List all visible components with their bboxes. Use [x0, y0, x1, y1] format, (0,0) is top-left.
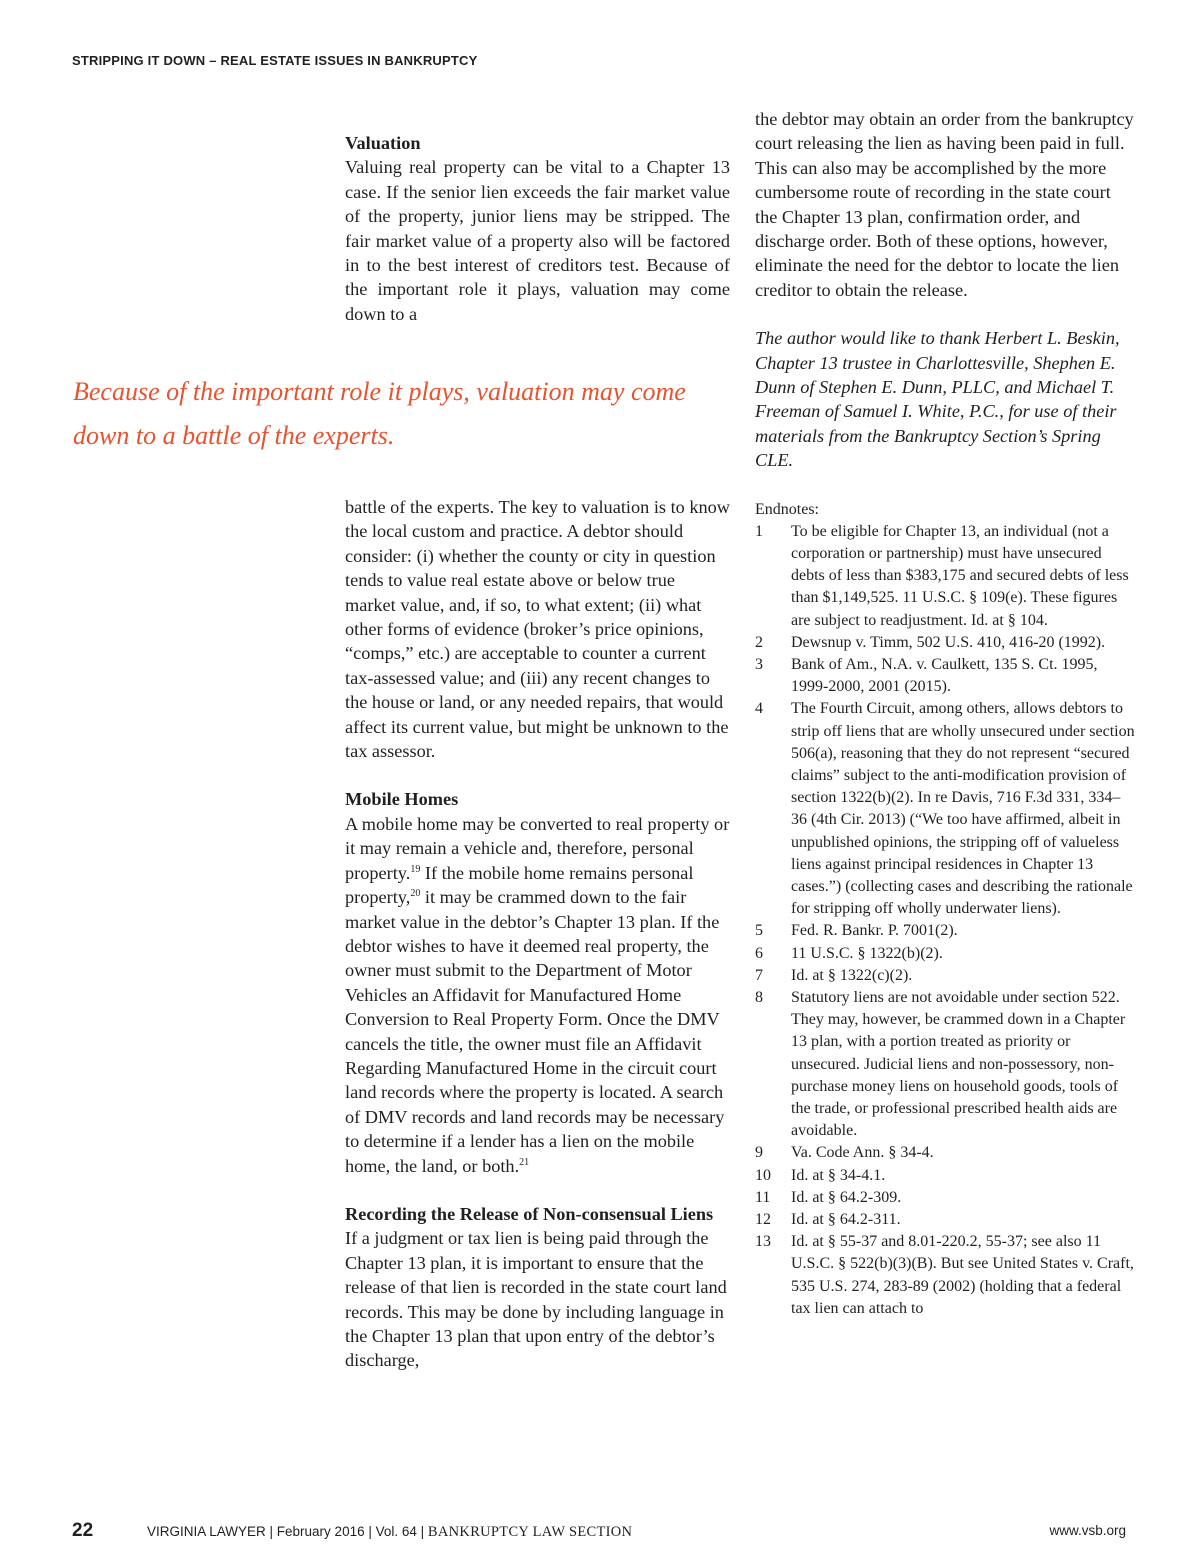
footnote-ref-21: 21: [519, 1156, 530, 1168]
endnotes-list: [755, 521, 1135, 1320]
endnote-text: 11 U.S.C. § 1322(b)(2).: [791, 944, 943, 962]
endnotes-title: Endnotes:: [755, 500, 819, 518]
mobile-homes-heading: Mobile Homes: [345, 789, 459, 810]
endnote: [755, 1187, 1135, 1209]
endnote-text: Id. at § 55-37 and 8.01-220.2, 55-37; see also 11 U.S.C. § 522(b)(3)(B). But see United States v. Craft, 535 U.S. 274, 283-89 (2002) (holding that a federal tax lien can attach to: [791, 1233, 1134, 1317]
valuation-paragraph-2: battle of the experts. The key to valuation is to know the local custom and practice. A debtor should consider: (i) whether the county or city in question tends to value real estate above or below true market value, and, if so, to what extent; (ii) what other forms of evidence (broker’s price opinions, “comps,” etc.) are acceptable to counter a current tax-assessed value; and (iii) any recent changes to the house or land, or any needed repairs, that would affect its current value, but might be unknown to the tax assessor.: [345, 497, 731, 762]
endnote: [755, 632, 1135, 654]
magazine-info: VIRGINIA LAWYER | February 2016 | Vol. 64 |: [147, 1524, 425, 1539]
valuation-heading: Valuation: [345, 133, 421, 153]
footnote-ref-20: 20: [410, 888, 421, 899]
mobile-text-a: A mobile home may be converted to real property or it may remain a vehicle and, therefore, personal property.: [345, 813, 730, 883]
endnote-number: 1: [755, 522, 763, 540]
endnote: [755, 920, 1135, 942]
endnote: [755, 1231, 1135, 1320]
page-number: 22: [72, 1520, 94, 1541]
endnote-number: 13: [755, 1233, 771, 1251]
endnote-text: Id. at § 1322(c)(2).: [791, 966, 913, 984]
mobile-text-b: If the mobile home remains personal property,: [345, 862, 694, 908]
site-url[interactable]: www.vsb.org: [1049, 1523, 1126, 1538]
endnote: [755, 1165, 1135, 1187]
endnote-number: 2: [755, 633, 763, 651]
recording-paragraph: If a judgment or tax lien is being paid through the Chapter 13 plan, it is important to ensure that the release of that lien is recorded in the state court land records. This may be done by including language in the Chapter 13 plan that upon entry of the debtor’s discharge,: [345, 1228, 727, 1371]
column-right: [755, 107, 1135, 1320]
endnote: [755, 965, 1135, 987]
mobile-homes-paragraph: [345, 812, 730, 1178]
footnote-ref-19: 19: [410, 863, 421, 875]
section-name: BANKRUPTCY LAW SECTION: [427, 1524, 633, 1540]
endnote-text: Id. at § 34-4.1.: [791, 1166, 886, 1184]
endnote-text: Id. at § 64.2-309.: [791, 1188, 902, 1206]
endnote-number: 9: [755, 1144, 763, 1162]
endnote: [755, 943, 1135, 965]
recording-heading: Recording the Release of Non-consensual Liens: [345, 1203, 714, 1224]
endnote-number: 5: [755, 922, 763, 940]
endnote-number: 10: [755, 1166, 771, 1184]
mobile-text-c: it may be crammed down to the fair market value in the debtor’s Chapter 13 plan. If the debtor wishes to have it deemed real property, the owner must submit to the Department of Motor Vehicles an Affidavit for Manufactured Home Conversion to Real Property Form. Once the DMV cancels the title, the owner must file an Affidavit Regarding Manufactured Home in the circuit court land records where the property is located. A search of DMV records and land records may be necessary to determine if a lender has a lien on the mobile home, the land, or both.: [345, 887, 725, 1176]
endnote-number: 8: [755, 988, 763, 1006]
endnote-number: 11: [755, 1188, 771, 1206]
endnote-number: 7: [755, 966, 763, 984]
endnote: [755, 521, 1135, 632]
endnote: [755, 1142, 1135, 1164]
endnote-number: 4: [755, 700, 763, 718]
acknowledgment: The author would like to thank Herbert L. Beskin, Chapter 13 trustee in Charlottesville, Shephen E. Dunn of Stephen E. Dunn, PLLC, and Michael T. Freeman of Samuel I. White, P.C., for use of their materials from the Bankruptcy Section’s Spring CLE.: [755, 328, 1120, 471]
endnote: [755, 987, 1135, 1142]
endnote-text: To be eligible for Chapter 13, an individual (not a corporation or partnership) must have unsecured debts of less than $383,175 and secured debts of less than $1,149,525. 11 U.S.C. § 109(e). These figures are subject to readjustment. Id. at § 104.: [791, 522, 1129, 629]
column-middle-bottom: [345, 495, 730, 1373]
valuation-paragraph-1: Valuing real property can be vital to a Chapter 13 case. If the senior lien exceeds the fair market value of the property, junior liens may be stripped. The fair market value of a property also will be factored in to the best interest of creditors test. Because of the important role it plays, valuation may come down to a: [345, 157, 730, 324]
endnote-text: The Fourth Circuit, among others, allows debtors to strip off liens that are wholly unsecured under section 506(a), reasoning that they do not represent “secured claims” subject to the anti-modification provision of section 1322(b)(2). In re Davis, 716 F.3d 331, 334–36 (4th Cir. 2013) (“We too have affirmed, albeit in unpublished opinions, the stripping off of valueless liens against principal residences in Chapter 13 cases.”) (collecting cases and describing the rationale for stripping off wholly underwater liens).: [791, 700, 1135, 918]
endnote-number: 12: [755, 1210, 771, 1228]
magazine-footer: [147, 1524, 632, 1541]
endnote: [755, 1209, 1135, 1231]
endnote: [755, 654, 1135, 698]
pull-quote: Because of the important role it plays, valuation may come down to a battle of the experts.: [73, 377, 686, 450]
endnote-text: Bank of Am., N.A. v. Caulkett, 135 S. Ct. 1995, 1999-2000, 2001 (2015).: [791, 655, 1098, 696]
running-head: STRIPPING IT DOWN – REAL ESTATE ISSUES IN BANKRUPTCY: [72, 53, 478, 68]
endnote-text: Va. Code Ann. § 34-4.: [791, 1144, 934, 1162]
endnote-text: Fed. R. Bankr. P. 7001(2).: [791, 922, 958, 940]
column-middle-top: [345, 131, 730, 326]
endnote-text: Id. at § 64.2-311.: [791, 1210, 901, 1228]
endnote-number: 3: [755, 655, 763, 673]
continued-paragraph: the debtor may obtain an order from the bankruptcy court releasing the lien as having been paid in full. This can also may be accomplished by the more cumbersome route of recording in the state court the Chapter 13 plan, confirmation order, and discharge order. Both of these options, however, eliminate the need for the debtor to locate the lien creditor to obtain the release.: [755, 109, 1134, 300]
endnote: [755, 698, 1135, 920]
endnote-text: Statutory liens are not avoidable under section 522. They may, however, be crammed down in a Chapter 13 plan, with a portion treated as priority or unsecured. Judicial liens and non-possessory, non-purchase money liens on household goods, tools of the trade, or professional prescribed health aids are avoidable.: [791, 988, 1126, 1140]
endnote-number: 6: [755, 944, 763, 962]
endnote-text: Dewsnup v. Timm, 502 U.S. 410, 416-20 (1992).: [791, 633, 1106, 651]
